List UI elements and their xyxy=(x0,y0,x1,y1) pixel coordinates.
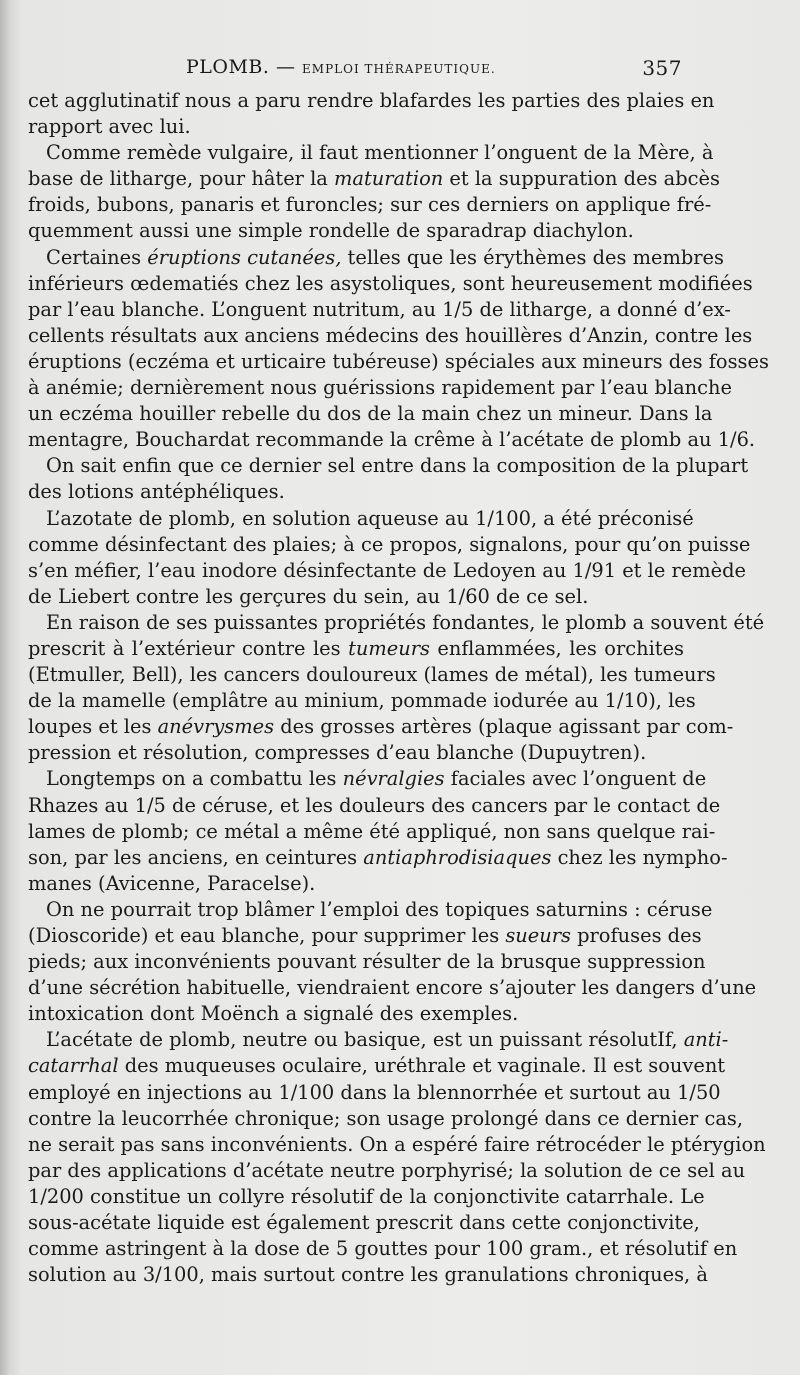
text-line: L’azotate de plomb, en solution aqueuse au 1/100, a été préconisé xyxy=(46,506,694,530)
text-line: manes (Avicenne, Paracelse). xyxy=(28,871,316,895)
text-line: quemment aussi une simple rondelle de sparadrap diachylon. xyxy=(28,219,634,243)
text-line: employé en injections au 1/100 dans la blennorrhée et surtout au 1/50 xyxy=(28,1080,721,1104)
text-line: (Dioscoride) et eau blanche, pour supprimer les sueurs profuses des xyxy=(28,924,702,947)
running-head xyxy=(186,52,682,80)
italic-term: éruptions cutanées, xyxy=(147,245,342,269)
text-line: Comme remède vulgaire, il faut mentionner l’onguent de la Mère, à xyxy=(46,141,714,165)
running-title-sub: EMPLOI THÉRAPEUTIQUE. xyxy=(302,62,496,76)
text-line: rapport avec lui. xyxy=(28,115,191,139)
text-line: par l’eau blanche. L’onguent nutritum, au 1/5 de litharge, a donné d’ex- xyxy=(28,297,731,321)
italic-term: anti- xyxy=(683,1028,729,1052)
text-line: Certaines éruptions cutanées, telles que les érythèmes des membres xyxy=(46,245,724,269)
text-line: cellents résultats aux anciens médecins des houillères d’Anzin, contre les xyxy=(28,323,753,347)
text-line: éruptions (eczéma et urticaire tubéreuse) spéciales aux mineurs des fosses xyxy=(28,349,769,373)
text-line: pieds; aux inconvénients pouvant résulter de la brusque suppression xyxy=(28,950,706,974)
text-line: solution au 3/100, mais surtout contre les granulations chroniques, à xyxy=(28,1263,708,1287)
text-line: de la mamelle (emplâtre au minium, pommade iodurée au 1/10), les xyxy=(28,689,696,713)
running-title-dash: — xyxy=(275,56,296,78)
text-line: ne serait pas sans inconvénients. On a espéré faire rétrocéder le ptérygion xyxy=(28,1132,766,1156)
running-title xyxy=(186,56,496,78)
italic-term: maturation xyxy=(334,167,444,191)
text-line: L’acétate de plomb, neutre ou basique, est un puissant résolutIf, anti- xyxy=(46,1028,729,1052)
italic-term: névralgies xyxy=(342,767,445,791)
text-line: un eczéma houiller rebelle du dos de la main chez un mineur. Dans la xyxy=(28,402,713,426)
text-line: contre la leucorrhée chronique; son usage prolongé dans ce dernier cas, xyxy=(28,1106,744,1130)
text-line: comme désinfectant des plaies; à ce propos, signalons, pour qu’on puisse xyxy=(28,532,751,556)
text-line: 1/200 constitue un collyre résolutif de la conjonctivite catarrhale. Le xyxy=(28,1184,705,1208)
text-line: comme astringent à la dose de 5 gouttes pour 100 gram., et résolutif en xyxy=(28,1237,738,1261)
italic-term: tumeurs xyxy=(348,636,430,660)
page-number: 357 xyxy=(642,56,682,80)
body-text xyxy=(28,88,769,1288)
text-line: par des applications d’acétate neutre porphyrisé; la solution de ce sel au xyxy=(28,1158,746,1182)
running-title-main: PLOMB. xyxy=(186,56,270,78)
text-line: de Liebert contre les gerçures du sein, au 1/60 de ce sel. xyxy=(28,584,589,608)
text-line: Longtemps on a combattu les névralgies faciales avec l’onguent de xyxy=(46,767,707,791)
text-line: son, par les anciens, en ceintures antiaphrodisiaques chez les nympho- xyxy=(28,845,728,869)
text-line: Rhazes au 1/5 de céruse, et les douleurs des cancers par le contact de xyxy=(28,793,721,817)
text-line: base de litharge, pour hâter la maturation et la suppuration des abcès xyxy=(28,167,720,191)
text-line: En raison de ses puissantes propriétés fondantes, le plomb a souvent été xyxy=(46,610,765,634)
text-line: d’une sécrétion habituelle, viendraient encore s’ajouter les dangers d’une xyxy=(28,976,757,1000)
text-line: s’en méfier, l’eau inodore désinfectante de Ledoyen au 1/91 et le remède xyxy=(28,558,746,582)
text-line: On sait enfin que ce dernier sel entre dans la composition de la plupart xyxy=(46,454,749,478)
text-line: intoxication dont Moënch a signalé des exemples. xyxy=(28,1002,519,1026)
text-line: On ne pourrait trop blâmer l’emploi des topiques saturnins : céruse xyxy=(46,897,713,921)
text-line: pression et résolution, compresses d’eau blanche (Dupuytren). xyxy=(28,741,647,765)
text-line: sous-acétate liquide est également prescrit dans cette conjonctivite, xyxy=(28,1211,700,1235)
text-line: inférieurs œdematiés chez les asystoliques, sont heureusement modifiées xyxy=(28,271,753,295)
text-line: lames de plomb; ce métal a même été appliqué, non sans quelque rai- xyxy=(28,819,716,843)
text-line: prescrit à l’extérieur contre les tumeurs enflammées, les orchites xyxy=(28,636,685,660)
text-line: loupes et les anévrysmes des grosses artères (plaque agissant par com- xyxy=(28,715,734,739)
text-line: des lotions antéphéliques. xyxy=(28,480,285,504)
italic-term: sueurs xyxy=(505,924,571,947)
text-line: froids, bubons, panaris et furoncles; sur ces derniers on applique fré- xyxy=(28,193,712,217)
text-line: cet agglutinatif nous a paru rendre blafardes les parties des plaies en xyxy=(28,89,715,112)
text-line: (Etmuller, Bell), les cancers douloureux (lames de métal), les tumeurs xyxy=(28,663,716,687)
text-line: à anémie; dernièrement nous guérissions rapidement par l’eau blanche xyxy=(28,376,732,400)
text-line: mentagre, Bouchardat recommande la crême à l’acétate de plomb au 1/6. xyxy=(28,428,756,452)
text-line: catarrhal des muqueuses oculaire, uréthrale et vaginale. Il est souvent xyxy=(28,1054,726,1078)
italic-term: antiaphrodisiaques xyxy=(363,845,552,869)
italic-term: anévrysmes xyxy=(157,715,275,739)
italic-term: catarrhal xyxy=(28,1054,119,1078)
